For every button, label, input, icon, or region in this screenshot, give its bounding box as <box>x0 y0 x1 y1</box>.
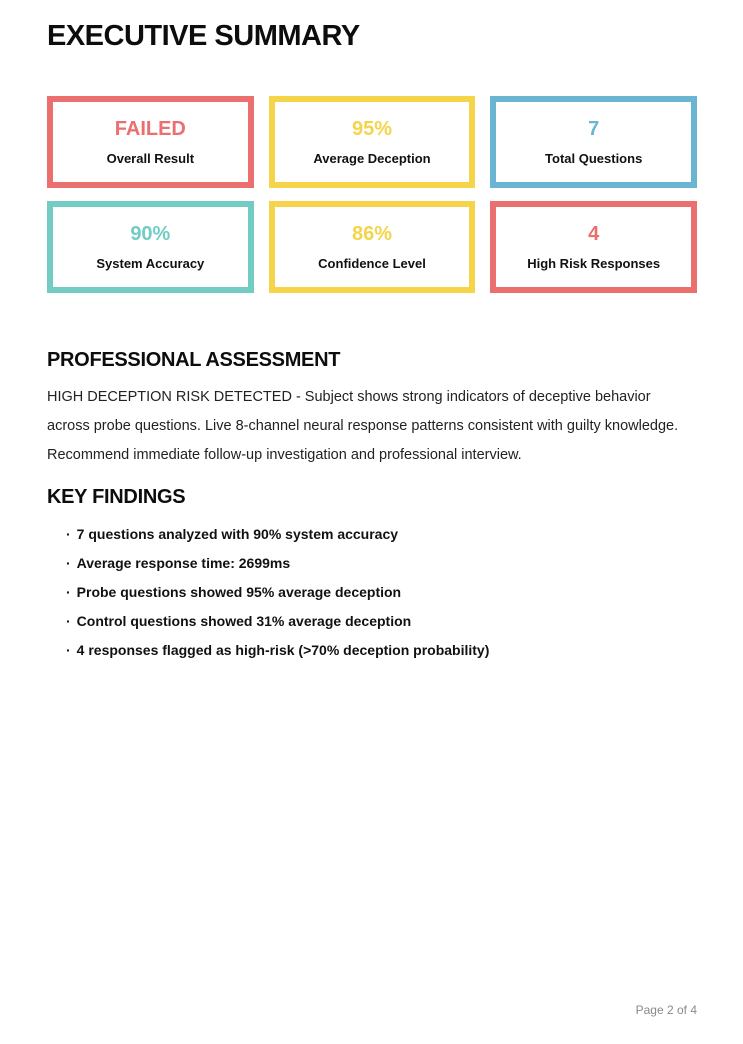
metric-card-overall-result <box>47 96 254 188</box>
finding-text: Control questions showed 31% average deception <box>76 612 412 629</box>
metric-card-total-questions <box>490 96 697 188</box>
finding-item <box>66 520 697 549</box>
metric-label: System Accuracy <box>96 255 205 271</box>
finding-text: 7 questions analyzed with 90% system accuracy <box>76 525 399 542</box>
finding-item <box>66 578 697 607</box>
finding-item <box>66 607 697 636</box>
bullet-icon: · <box>66 525 71 542</box>
metric-value: FAILED <box>114 117 186 140</box>
assessment-paragraph: HIGH DECEPTION RISK DETECTED - Subject shows strong indicators of deceptive behavior across probe questions. Live 8-channel neural response patterns consistent with guilty knowledge. Recommend immediate follow-up investigation and professional interview. <box>47 388 679 463</box>
finding-text: Probe questions showed 95% average deception <box>76 583 402 600</box>
bullet-icon: · <box>66 554 71 571</box>
metric-value: 86% <box>351 222 392 245</box>
metric-card-confidence-level <box>269 201 476 293</box>
metric-label: Overall Result <box>106 150 195 166</box>
finding-item <box>66 636 697 665</box>
finding-text: 4 responses flagged as high-risk (>70% deception probability) <box>76 641 490 658</box>
bullet-icon: · <box>66 583 71 600</box>
bullet-icon: · <box>66 612 71 629</box>
metric-value: 95% <box>351 117 392 140</box>
bullet-icon: · <box>66 641 71 658</box>
findings-section-heading: KEY FINDINGS <box>47 485 186 508</box>
page-title: EXECUTIVE SUMMARY <box>47 20 360 52</box>
metric-card-grid <box>47 96 697 293</box>
assessment-section-heading: PROFESSIONAL ASSESSMENT <box>47 348 341 371</box>
metric-label: Average Deception <box>313 150 431 166</box>
metric-label: High Risk Responses <box>527 255 661 271</box>
page-number: Page 2 of 4 <box>635 1003 697 1017</box>
finding-item <box>66 549 697 578</box>
metric-label: Confidence Level <box>318 255 426 271</box>
metric-card-average-deception <box>269 96 476 188</box>
finding-text: Average response time: 2699ms <box>76 554 291 571</box>
metric-value: 90% <box>130 222 171 245</box>
metric-value: 7 <box>588 117 600 140</box>
metric-card-system-accuracy <box>47 201 254 293</box>
metric-value: 4 <box>588 222 600 245</box>
metric-label: Total Questions <box>545 150 643 166</box>
findings-list <box>47 520 697 665</box>
metric-card-high-risk-responses <box>490 201 697 293</box>
